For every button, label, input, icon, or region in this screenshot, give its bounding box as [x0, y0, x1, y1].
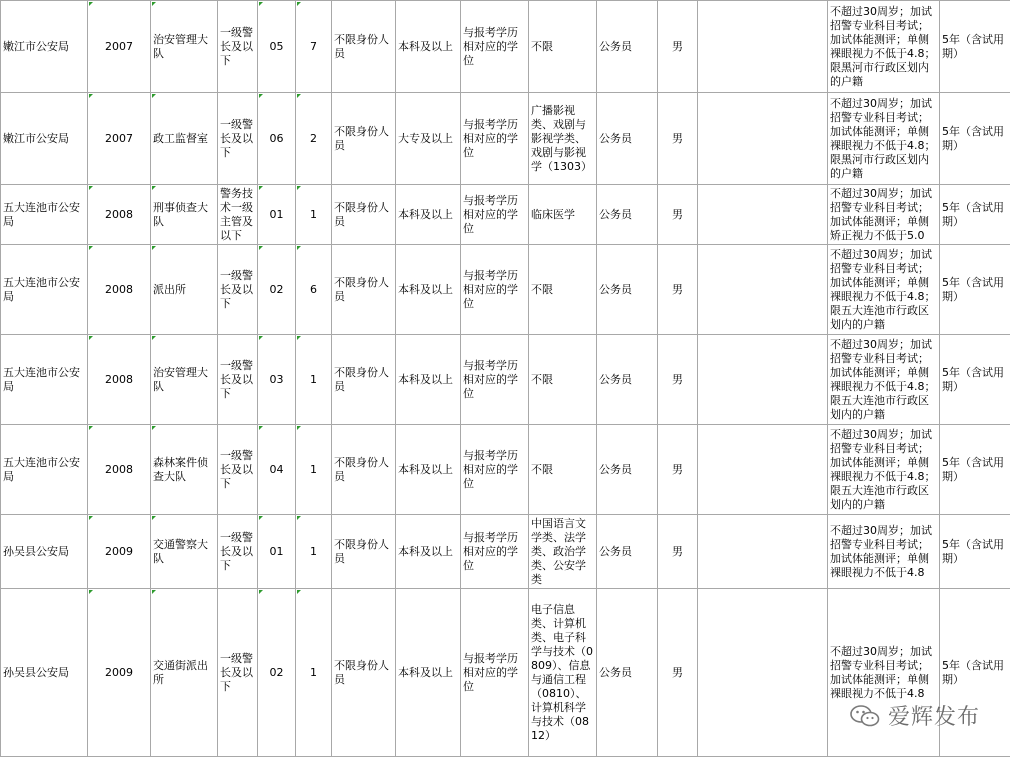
cell-blank[interactable] [698, 245, 828, 335]
cell-unit[interactable]: 交通街派出所 [151, 589, 218, 757]
cell-term[interactable]: 5年（含试用期） [940, 589, 1010, 757]
cell-nature[interactable]: 公务员 [597, 515, 658, 589]
cell-major[interactable]: 不限 [529, 1, 597, 93]
cell-nature[interactable]: 公务员 [597, 589, 658, 757]
cell-identity[interactable]: 不限身份人员 [332, 589, 396, 757]
cell-agency[interactable]: 孙吴县公安局 [1, 515, 88, 589]
cell-rank[interactable]: 一级警长及以下 [218, 93, 258, 185]
cell-count[interactable]: 7 [296, 1, 332, 93]
cell-agency[interactable]: 嫩江市公安局 [1, 93, 88, 185]
cell-note[interactable]: 不超过30周岁；加试招警专业科目考试；加试体能测评；单侧裸眼视力不低于4.8；限五大连池市行政区划内的户籍 [828, 245, 940, 335]
cell-blank[interactable] [698, 93, 828, 185]
table-row [1, 589, 1010, 757]
cell-code[interactable]: 2009 [88, 589, 151, 757]
cell-sex[interactable]: 男 [658, 93, 698, 185]
cell-nature[interactable]: 公务员 [597, 1, 658, 93]
cell-code[interactable]: 2008 [88, 185, 151, 245]
cell-degree[interactable]: 与报考学历相对应的学位 [461, 185, 529, 245]
cell-term[interactable]: 5年（含试用期） [940, 93, 1010, 185]
cell-nature[interactable]: 公务员 [597, 425, 658, 515]
cell-education[interactable]: 大专及以上 [396, 93, 461, 185]
cell-code[interactable]: 2009 [88, 515, 151, 589]
table-row [1, 185, 1010, 245]
cell-note[interactable]: 不超过30周岁；加试招警专业科目考试；加试体能测评；单侧裸眼视力不低于4.8；限五大连池市行政区划内的户籍 [828, 425, 940, 515]
cell-identity[interactable]: 不限身份人员 [332, 515, 396, 589]
cell-major[interactable]: 不限 [529, 425, 597, 515]
cell-unit[interactable]: 刑事侦查大队 [151, 185, 218, 245]
cell-term[interactable]: 5年（含试用期） [940, 245, 1010, 335]
cell-sex[interactable]: 男 [658, 589, 698, 757]
cell-term[interactable]: 5年（含试用期） [940, 515, 1010, 589]
table-row [1, 515, 1010, 589]
cell-education[interactable]: 本科及以上 [396, 425, 461, 515]
cell-identity[interactable]: 不限身份人员 [332, 245, 396, 335]
cell-major[interactable]: 临床医学 [529, 185, 597, 245]
cell-agency[interactable]: 嫩江市公安局 [1, 1, 88, 93]
cell-note[interactable]: 不超过30周岁；加试招警专业科目考试；加试体能测评；单侧矫正视力不低于5.0 [828, 185, 940, 245]
cell-major[interactable]: 不限 [529, 245, 597, 335]
cell-term[interactable]: 5年（含试用期） [940, 425, 1010, 515]
table-row [1, 1, 1010, 93]
cell-identity[interactable]: 不限身份人员 [332, 185, 396, 245]
cell-agency[interactable]: 五大连池市公安局 [1, 245, 88, 335]
cell-code[interactable]: 2007 [88, 1, 151, 93]
cell-term[interactable]: 5年（含试用期） [940, 185, 1010, 245]
cell-term[interactable]: 5年（含试用期） [940, 335, 1010, 425]
cell-code[interactable]: 2008 [88, 425, 151, 515]
cell-blank[interactable] [698, 425, 828, 515]
wechat-icon [850, 704, 880, 728]
cell-sex[interactable]: 男 [658, 245, 698, 335]
cell-count[interactable]: 1 [296, 185, 332, 245]
cell-degree[interactable]: 与报考学历相对应的学位 [461, 515, 529, 589]
cell-education[interactable]: 本科及以上 [396, 245, 461, 335]
cell-count[interactable]: 6 [296, 245, 332, 335]
cell-position-code[interactable]: 03 [258, 335, 296, 425]
table-row [1, 93, 1010, 185]
cell-nature[interactable]: 公务员 [597, 335, 658, 425]
cell-blank[interactable] [698, 515, 828, 589]
cell-rank[interactable]: 警务技术一级主管及以下 [218, 185, 258, 245]
cell-count[interactable]: 2 [296, 93, 332, 185]
table-row [1, 425, 1010, 515]
cell-position-code[interactable]: 04 [258, 425, 296, 515]
cell-education[interactable]: 本科及以上 [396, 335, 461, 425]
cell-major[interactable]: 中国语言文学类、法学类、政治学类、公安学类 [529, 515, 597, 589]
cell-degree[interactable]: 与报考学历相对应的学位 [461, 245, 529, 335]
cell-major[interactable]: 广播影视类、戏剧与影视学类、戏剧与影视学（1303） [529, 93, 597, 185]
cell-position-code[interactable]: 06 [258, 93, 296, 185]
cell-agency[interactable]: 孙吴县公安局 [1, 589, 88, 757]
cell-degree[interactable]: 与报考学历相对应的学位 [461, 1, 529, 93]
cell-degree[interactable]: 与报考学历相对应的学位 [461, 335, 529, 425]
cell-identity[interactable]: 不限身份人员 [332, 425, 396, 515]
cell-code[interactable]: 2008 [88, 245, 151, 335]
cell-sex[interactable]: 男 [658, 515, 698, 589]
cell-unit[interactable]: 政工监督室 [151, 93, 218, 185]
cell-nature[interactable]: 公务员 [597, 245, 658, 335]
cell-sex[interactable]: 男 [658, 335, 698, 425]
cell-rank[interactable]: 一级警长及以下 [218, 515, 258, 589]
cell-education[interactable]: 本科及以上 [396, 1, 461, 93]
cell-note[interactable]: 不超过30周岁；加试招警专业科目考试；加试体能测评；单侧裸眼视力不低于4.8 [828, 589, 940, 757]
watermark-text: 爱辉发布 [887, 705, 980, 730]
cell-unit[interactable]: 派出所 [151, 245, 218, 335]
cell-note[interactable]: 不超过30周岁；加试招警专业科目考试；加试体能测评；单侧裸眼视力不低于4.8；限黑河市行政区划内的户籍 [828, 1, 940, 93]
cell-unit[interactable]: 治安管理大队 [151, 335, 218, 425]
cell-major[interactable]: 不限 [529, 335, 597, 425]
cell-note[interactable]: 不超过30周岁；加试招警专业科目考试；加试体能测评；单侧裸眼视力不低于4.8；限黑河市行政区划内的户籍 [828, 93, 940, 185]
cell-agency[interactable]: 五大连池市公安局 [1, 185, 88, 245]
cell-sex[interactable]: 男 [658, 1, 698, 93]
watermark [850, 700, 980, 731]
cell-position-code[interactable]: 02 [258, 589, 296, 757]
cell-unit[interactable]: 治安管理大队 [151, 1, 218, 93]
cell-count[interactable]: 1 [296, 425, 332, 515]
cell-unit[interactable]: 交通警察大队 [151, 515, 218, 589]
cell-degree[interactable]: 与报考学历相对应的学位 [461, 589, 529, 757]
cell-note[interactable]: 不超过30周岁；加试招警专业科目考试；加试体能测评；单侧裸眼视力不低于4.8 [828, 515, 940, 589]
cell-position-code[interactable]: 01 [258, 515, 296, 589]
cell-code[interactable]: 2008 [88, 335, 151, 425]
cell-blank[interactable] [698, 589, 828, 757]
cell-agency[interactable]: 五大连池市公安局 [1, 425, 88, 515]
cell-rank[interactable]: 一级警长及以下 [218, 589, 258, 757]
cell-rank[interactable]: 一级警长及以下 [218, 1, 258, 93]
cell-identity[interactable]: 不限身份人员 [332, 335, 396, 425]
cell-term[interactable]: 5年（含试用期） [940, 1, 1010, 93]
cell-rank[interactable]: 一级警长及以下 [218, 425, 258, 515]
cell-position-code[interactable]: 01 [258, 185, 296, 245]
cell-agency[interactable]: 五大连池市公安局 [1, 335, 88, 425]
cell-sex[interactable]: 男 [658, 425, 698, 515]
cell-education[interactable]: 本科及以上 [396, 515, 461, 589]
cell-rank[interactable]: 一级警长及以下 [218, 335, 258, 425]
cell-identity[interactable]: 不限身份人员 [332, 1, 396, 93]
cell-code[interactable]: 2007 [88, 93, 151, 185]
cell-nature[interactable]: 公务员 [597, 185, 658, 245]
cell-education[interactable]: 本科及以上 [396, 589, 461, 757]
cell-rank[interactable]: 一级警长及以下 [218, 245, 258, 335]
cell-unit[interactable]: 森林案件侦查大队 [151, 425, 218, 515]
cell-count[interactable]: 1 [296, 335, 332, 425]
cell-position-code[interactable]: 05 [258, 1, 296, 93]
cell-blank[interactable] [698, 335, 828, 425]
table-row [1, 335, 1010, 425]
cell-sex[interactable]: 男 [658, 185, 698, 245]
table-row [1, 245, 1010, 335]
cell-count[interactable]: 1 [296, 515, 332, 589]
cell-degree[interactable]: 与报考学历相对应的学位 [461, 93, 529, 185]
cell-note[interactable]: 不超过30周岁；加试招警专业科目考试；加试体能测评；单侧裸眼视力不低于4.8；限五大连池市行政区划内的户籍 [828, 335, 940, 425]
cell-nature[interactable]: 公务员 [597, 93, 658, 185]
cell-education[interactable]: 本科及以上 [396, 185, 461, 245]
cell-identity[interactable]: 不限身份人员 [332, 93, 396, 185]
cell-blank[interactable] [698, 1, 828, 93]
cell-degree[interactable]: 与报考学历相对应的学位 [461, 425, 529, 515]
cell-blank[interactable] [698, 185, 828, 245]
cell-major[interactable]: 电子信息类、计算机类、电子科学与技术（0809）、信息与通信工程（0810）、计算机科学与技术（0812） [529, 589, 597, 757]
cell-position-code[interactable]: 02 [258, 245, 296, 335]
cell-count[interactable]: 1 [296, 589, 332, 757]
